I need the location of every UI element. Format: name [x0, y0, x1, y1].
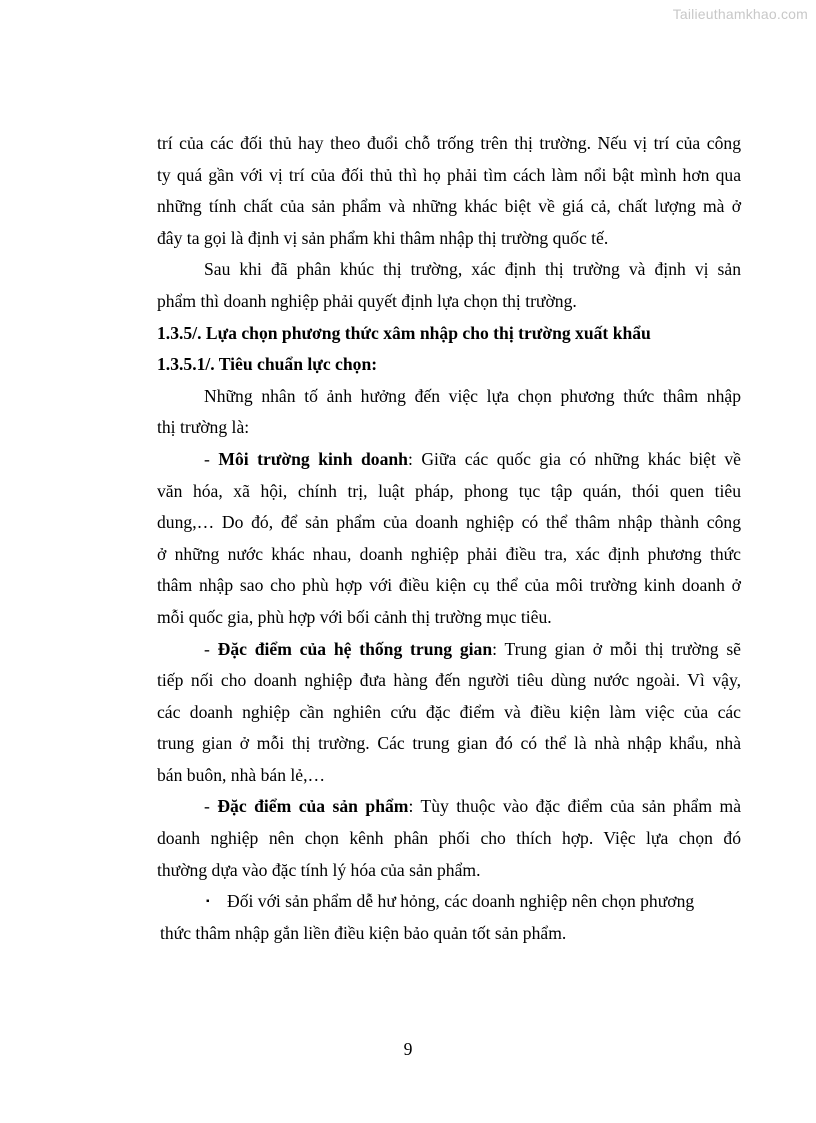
paragraph-line: những tính chất của sản phẩm và những khác biệt về giá cả, chất lượng mà ở: [157, 196, 741, 217]
bullet-text: Đối với sản phẩm dễ hư hỏng, các doanh nghiệp nên chọn phương: [227, 891, 695, 912]
page-number: 9: [403, 1039, 413, 1059]
paragraph-line: trí của các đối thủ hay theo đuổi chỗ trống trên thị trường. Nếu vị trí của công: [157, 133, 741, 153]
paragraph-line: thường dựa vào đặc tính lý hóa của sản phẩm.: [157, 859, 481, 880]
item-term: Môi trường kinh doanh: [218, 448, 408, 469]
item-product-characteristics: [157, 791, 741, 823]
item-dash: -: [204, 448, 219, 469]
paragraph-line: thức thâm nhập gắn liền điều kiện bảo quản tốt sản phẩm.: [160, 922, 567, 943]
item-text: : Tùy thuộc vào đặc điểm của sản phẩm mà: [408, 796, 742, 817]
square-bullet-icon: ▪: [206, 896, 210, 908]
paragraph-line: ty quá gần với vị trí của đối thủ thì họ phải tìm cách làm nổi bật mình hơn qua: [157, 164, 741, 185]
bullet-item: [157, 886, 741, 918]
paragraph-line: Sau khi đã phân khúc thị trường, xác định thị trường và định vị sản: [204, 259, 741, 280]
paragraph-line: ở những nước khác nhau, doanh nghiệp phải điều tra, xác định phương thức: [157, 543, 741, 564]
paragraph-line: Những nhân tố ảnh hưởng đến việc lựa chọn phương thức thâm nhập: [204, 385, 741, 406]
document-body: [157, 128, 741, 949]
paragraph-line: mỗi quốc gia, phù hợp với bối cảnh thị trường mục tiêu.: [157, 606, 552, 627]
item-term: Đặc điểm của sản phẩm: [217, 796, 409, 817]
paragraph-line: thâm nhập sao cho phù hợp với điều kiện cụ thể của môi trường kinh doanh ở: [157, 575, 741, 596]
item-term: Đặc điểm của hệ thống trung gian: [217, 638, 493, 659]
paragraph-line: tiếp nối cho doanh nghiệp đưa hàng đến người tiêu dùng nước ngoài. Vì vậy,: [157, 670, 741, 691]
item-text: : Giữa các quốc gia có những khác biệt về: [407, 448, 741, 469]
subsection-heading: 1.3.5.1/. Tiêu chuẩn lực chọn:: [157, 354, 378, 375]
paragraph-line: phẩm thì doanh nghiệp phải quyết định lựa chọn thị trường.: [157, 290, 577, 311]
section-heading: 1.3.5/. Lựa chọn phương thức xâm nhập cho thị trường xuất khẩu: [157, 322, 651, 343]
paragraph-line: văn hóa, xã hội, chính trị, luật pháp, phong tục tập quán, thói quen tiêu: [157, 480, 741, 501]
paragraph-line: bán buôn, nhà bán lẻ,…: [157, 764, 326, 785]
item-text: : Trung gian ở mỗi thị trường sẽ: [492, 638, 741, 659]
item-business-environment: [157, 444, 741, 476]
item-dash: -: [204, 796, 218, 817]
paragraph-line: dung,… Do đó, để sản phẩm của doanh nghiệp có thể thâm nhập thành công: [157, 512, 741, 533]
paragraph-line: doanh nghiệp nên chọn kênh phân phối cho thích hợp. Việc lựa chọn đó: [157, 828, 741, 849]
paragraph-line: các doanh nghiệp cần nghiên cứu đặc điểm và điều kiện làm việc của các: [157, 701, 741, 722]
paragraph-line: thị trường là:: [157, 417, 250, 438]
paragraph-line: đây ta gọi là định vị sản phẩm khi thâm nhập thị trường quốc tế.: [157, 227, 609, 248]
watermark: Tailieuthamkhao.com: [672, 6, 808, 22]
item-intermediary-system: [157, 634, 741, 666]
item-dash: -: [204, 638, 218, 659]
paragraph-line: trung gian ở mỗi thị trường. Các trung gian đó có thể là nhà nhập khẩu, nhà: [157, 733, 741, 754]
